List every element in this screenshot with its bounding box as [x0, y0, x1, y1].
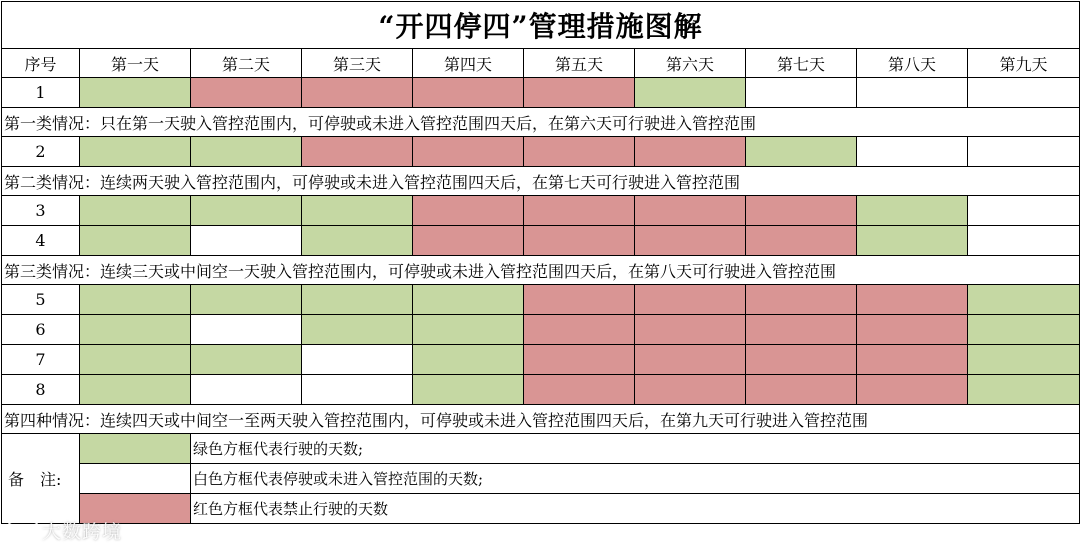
legend-row	[2, 434, 1080, 464]
day-cell-green	[746, 137, 857, 167]
day-cell-green	[968, 375, 1080, 405]
seq-header: 序号	[2, 49, 80, 78]
legend-text: 红色方框代表禁止行驶的天数	[191, 494, 1080, 524]
day-cell-red	[635, 137, 746, 167]
day-cell-red	[746, 375, 857, 405]
legend-text: 绿色方框代表行驶的天数;	[191, 434, 1080, 464]
day-cell-red	[746, 315, 857, 345]
legend-swatch	[80, 434, 191, 464]
case-caption: 第三类情况：连续三天或中间空一天驶入管控范围内，可停驶或未进入管控范围四天后，在第八天可行驶进入管控范围	[2, 256, 1080, 285]
day-cell-white	[746, 78, 857, 108]
case-caption-row	[2, 108, 1080, 137]
day-header: 第九天	[968, 49, 1080, 78]
day-cell-red	[524, 375, 635, 405]
day-cell-green	[413, 345, 524, 375]
legend-row	[2, 494, 1080, 524]
day-cell-white	[968, 137, 1080, 167]
day-cell-red	[746, 345, 857, 375]
day-cell-red	[413, 78, 524, 108]
day-cell-red	[746, 285, 857, 315]
day-cell-green	[302, 226, 413, 256]
day-header: 第一天	[80, 49, 191, 78]
case-caption: 第四种情况：连续四天或中间空一至两天驶入管控范围内，可停驶或未进入管控范围四天后，在第九天可行驶进入管控范围	[2, 405, 1080, 434]
day-cell-green	[413, 315, 524, 345]
day-cell-green	[80, 345, 191, 375]
day-cell-red	[857, 345, 968, 375]
row-number: 5	[2, 285, 80, 315]
row-number: 6	[2, 315, 80, 345]
day-cell-red	[746, 226, 857, 256]
day-cell-red	[524, 196, 635, 226]
row-number: 3	[2, 196, 80, 226]
day-cell-white	[191, 315, 302, 345]
day-cell-red	[746, 196, 857, 226]
day-cell-red	[413, 137, 524, 167]
row-number: 2	[2, 137, 80, 167]
day-header: 第四天	[413, 49, 524, 78]
day-cell-red	[413, 196, 524, 226]
day-cell-green	[413, 375, 524, 405]
day-header: 第三天	[302, 49, 413, 78]
day-cell-green	[80, 226, 191, 256]
day-cell-green	[80, 375, 191, 405]
day-cell-green	[968, 345, 1080, 375]
day-cell-green	[857, 226, 968, 256]
day-cell-red	[524, 315, 635, 345]
day-cell-red	[635, 375, 746, 405]
day-cell-red	[857, 315, 968, 345]
day-cell-red	[191, 78, 302, 108]
day-cell-white	[191, 226, 302, 256]
day-cell-red	[524, 137, 635, 167]
day-cell-red	[524, 345, 635, 375]
day-cell-red	[635, 285, 746, 315]
day-cell-red	[524, 285, 635, 315]
table-row	[2, 78, 1080, 108]
day-header: 第六天	[635, 49, 746, 78]
day-cell-white	[857, 78, 968, 108]
day-cell-white	[968, 196, 1080, 226]
row-number: 7	[2, 345, 80, 375]
day-cell-white	[968, 226, 1080, 256]
day-cell-red	[524, 78, 635, 108]
day-cell-green	[857, 196, 968, 226]
day-cell-red	[302, 78, 413, 108]
day-cell-green	[80, 137, 191, 167]
management-table	[1, 1, 1080, 524]
day-cell-green	[191, 196, 302, 226]
day-cell-white	[302, 345, 413, 375]
case-caption-row	[2, 167, 1080, 196]
day-cell-white	[857, 137, 968, 167]
day-header: 第二天	[191, 49, 302, 78]
day-cell-red	[635, 196, 746, 226]
row-number: 8	[2, 375, 80, 405]
day-cell-red	[302, 137, 413, 167]
legend-swatch	[80, 464, 191, 494]
table-row	[2, 196, 1080, 226]
day-cell-green	[80, 78, 191, 108]
day-cell-green	[191, 345, 302, 375]
case-caption: 第二类情况：连续两天驶入管控范围内，可停驶或未进入管控范围四天后，在第七天可行驶进入管控范围	[2, 167, 1080, 196]
day-cell-green	[413, 285, 524, 315]
day-cell-green	[80, 315, 191, 345]
row-number: 1	[2, 78, 80, 108]
day-cell-green	[191, 137, 302, 167]
day-cell-green	[302, 285, 413, 315]
watermark	[8, 517, 122, 544]
watermark-text: 大数跨境	[42, 521, 123, 543]
day-cell-red	[524, 226, 635, 256]
day-cell-red	[857, 375, 968, 405]
day-cell-green	[191, 285, 302, 315]
table-row	[2, 375, 1080, 405]
legend-row	[2, 464, 1080, 494]
table-row	[2, 315, 1080, 345]
day-cell-green	[80, 285, 191, 315]
day-cell-green	[80, 196, 191, 226]
table-row	[2, 226, 1080, 256]
day-cell-green	[968, 285, 1080, 315]
day-header: 第五天	[524, 49, 635, 78]
legend-text: 白色方框代表停驶或未进入管控范围的天数;	[191, 464, 1080, 494]
notes-label: 备 注:	[2, 434, 80, 524]
case-caption-row	[2, 256, 1080, 285]
day-cell-green	[635, 78, 746, 108]
day-cell-red	[635, 226, 746, 256]
page-title: “开四停四”管理措施图解	[2, 2, 1080, 49]
day-cell-red	[857, 285, 968, 315]
table-row	[2, 137, 1080, 167]
table-row	[2, 285, 1080, 315]
day-header: 第八天	[857, 49, 968, 78]
case-caption: 第一类情况：只在第一天驶入管控范围内，可停驶或未进入管控范围四天后，在第六天可行驶进入管控范围	[2, 108, 1080, 137]
day-cell-green	[302, 315, 413, 345]
case-caption-row	[2, 405, 1080, 434]
table-row	[2, 345, 1080, 375]
day-cell-white	[968, 78, 1080, 108]
speech-bubble-logo-icon	[8, 519, 38, 543]
header-row	[2, 49, 1080, 78]
day-cell-green	[968, 315, 1080, 345]
day-cell-green	[302, 196, 413, 226]
day-cell-red	[413, 226, 524, 256]
day-cell-red	[635, 345, 746, 375]
day-cell-red	[635, 315, 746, 345]
day-header: 第七天	[746, 49, 857, 78]
day-cell-white	[191, 375, 302, 405]
day-cell-white	[302, 375, 413, 405]
row-number: 4	[2, 226, 80, 256]
